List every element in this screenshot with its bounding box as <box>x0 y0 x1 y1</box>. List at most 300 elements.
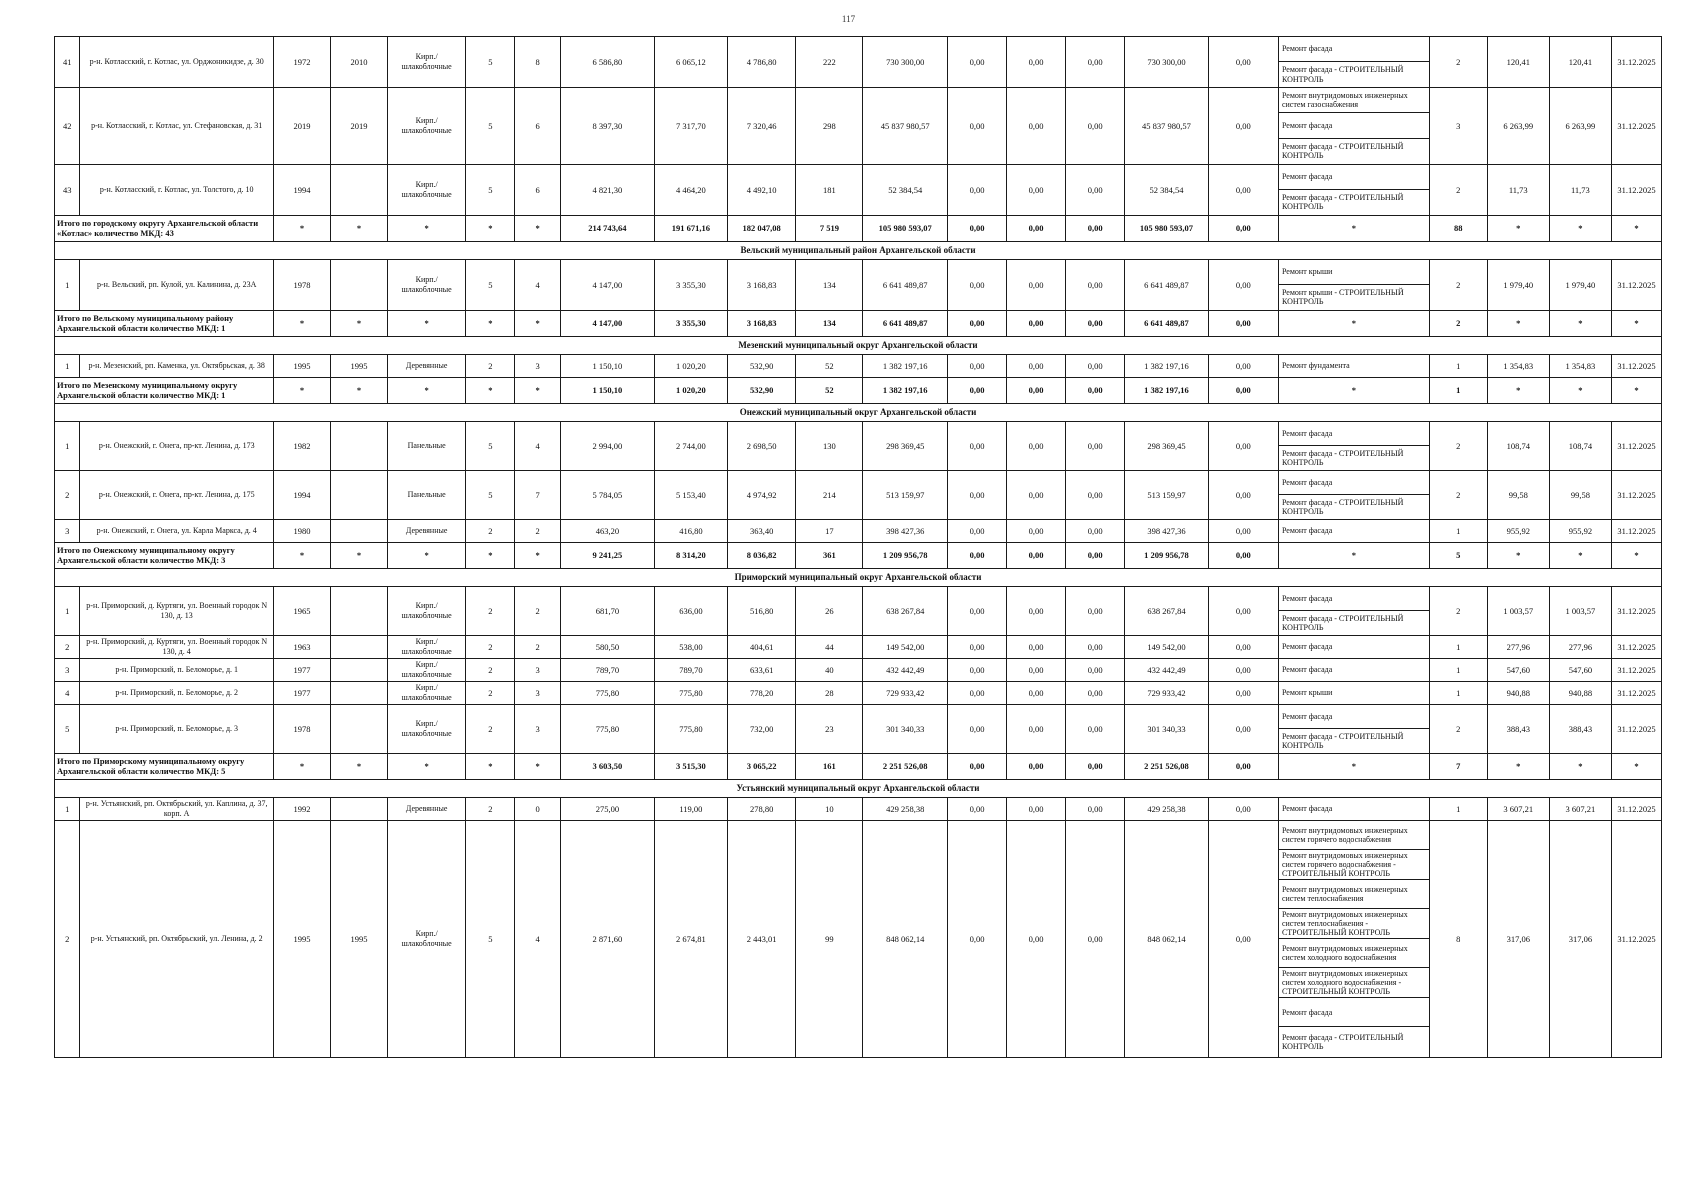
works-count: 2 <box>1429 164 1487 215</box>
completion-date: 31.12.2025 <box>1611 88 1661 165</box>
zero-amount: 0,00 <box>1208 215 1278 241</box>
area-a: 1 020,20 <box>654 377 727 403</box>
works-count: 2 <box>1429 310 1487 336</box>
work-item: Ремонт внутридомовых инженерных систем холодного водоснабжения - СТРОИТЕЛЬНЫЙ КОНТРОЛЬ <box>1279 968 1429 998</box>
row-number: 1 <box>55 259 80 310</box>
work-item: Ремонт внутридомовых инженерных систем газоснабжения <box>1279 88 1429 113</box>
zero-amount: 0,00 <box>1007 704 1066 753</box>
zero-amount: 0,00 <box>1066 542 1125 568</box>
address: р-н. Приморский, п. Беломорье, д. 2 <box>80 681 273 704</box>
fund-amount: 52 384,54 <box>1125 164 1209 215</box>
placeholder-star: * <box>515 377 561 403</box>
area-b: 2 698,50 <box>728 421 796 470</box>
placeholder-star: * <box>387 377 465 403</box>
placeholder-star: * <box>330 542 387 568</box>
fund-amount: 149 542,00 <box>1125 635 1209 658</box>
address: р-н. Котласский, г. Котлас, ул. Толстого, д. 10 <box>80 164 273 215</box>
year-overhaul <box>330 421 387 470</box>
fund-amount: 105 980 593,07 <box>1125 215 1209 241</box>
section-header-row <box>55 336 1662 354</box>
table-row <box>55 519 1662 542</box>
entrances: 3 <box>515 681 561 704</box>
area-a: 191 671,16 <box>654 215 727 241</box>
wall-material: Кирп./ шлакоблочные <box>387 658 465 681</box>
placeholder-star: * <box>1611 542 1661 568</box>
works-list <box>1278 470 1429 519</box>
zero-amount: 0,00 <box>1208 470 1278 519</box>
total-area: 4 147,00 <box>561 310 655 336</box>
placeholder-star: * <box>1487 310 1549 336</box>
residents: 10 <box>796 797 863 820</box>
entrances: 8 <box>515 37 561 88</box>
total-area: 6 586,80 <box>561 37 655 88</box>
total-area: 5 784,05 <box>561 470 655 519</box>
unit-cost: 277,96 <box>1487 635 1549 658</box>
section-header-row <box>55 568 1662 586</box>
work-item: Ремонт фундамента <box>1281 361 1350 371</box>
placeholder-star: * <box>1549 377 1611 403</box>
total-row <box>55 215 1662 241</box>
fund-amount: 6 641 489,87 <box>1125 259 1209 310</box>
total-cost: 432 442,49 <box>863 658 948 681</box>
area-a: 1 020,20 <box>654 354 727 377</box>
row-number: 2 <box>55 820 80 1057</box>
area-b: 182 047,08 <box>728 215 796 241</box>
zero-amount: 0,00 <box>1208 259 1278 310</box>
placeholder-star: * <box>330 310 387 336</box>
floors: 5 <box>466 820 515 1057</box>
works-count: 7 <box>1429 753 1487 779</box>
fund-amount: 429 258,38 <box>1125 797 1209 820</box>
zero-amount: 0,00 <box>1066 820 1125 1057</box>
entrances: 0 <box>515 797 561 820</box>
residents: 181 <box>796 164 863 215</box>
year-overhaul <box>330 519 387 542</box>
year-built: 1972 <box>273 37 330 88</box>
row-number: 1 <box>55 797 80 820</box>
zero-amount: 0,00 <box>1007 635 1066 658</box>
zero-amount: 0,00 <box>1007 421 1066 470</box>
zero-amount: 0,00 <box>1066 310 1125 336</box>
area-a: 775,80 <box>654 681 727 704</box>
zero-amount: 0,00 <box>1007 753 1066 779</box>
area-a: 416,80 <box>654 519 727 542</box>
work-item: Ремонт фасада <box>1279 37 1429 62</box>
works-count: 1 <box>1429 635 1487 658</box>
work-item: Ремонт фасада <box>1281 665 1333 675</box>
floors: 5 <box>466 470 515 519</box>
fund-amount: 6 641 489,87 <box>1125 310 1209 336</box>
total-cost: 398 427,36 <box>863 519 948 542</box>
zero-amount: 0,00 <box>1007 310 1066 336</box>
section-title: Онежский муниципальный округ Архангельской области <box>55 403 1662 421</box>
table-row <box>55 586 1662 635</box>
zero-amount: 0,00 <box>948 820 1007 1057</box>
placeholder-star: * <box>387 310 465 336</box>
zero-amount: 0,00 <box>948 88 1007 165</box>
section-title: Вельский муниципальный район Архангельской области <box>55 241 1662 259</box>
zero-amount: 0,00 <box>948 542 1007 568</box>
row-number: 2 <box>55 635 80 658</box>
total-area: 3 603,50 <box>561 753 655 779</box>
year-overhaul <box>330 586 387 635</box>
placeholder-star: * <box>1549 215 1611 241</box>
work-item: Ремонт фасада <box>1281 526 1333 536</box>
unit-cost: 1 979,40 <box>1487 259 1549 310</box>
unit-cost-limit: 99,58 <box>1549 470 1611 519</box>
entrances: 2 <box>515 586 561 635</box>
unit-cost: 940,88 <box>1487 681 1549 704</box>
total-cost: 301 340,33 <box>863 704 948 753</box>
year-overhaul: 1995 <box>330 354 387 377</box>
zero-amount: 0,00 <box>1066 215 1125 241</box>
total-area: 789,70 <box>561 658 655 681</box>
unit-cost-limit: 277,96 <box>1549 635 1611 658</box>
placeholder-star: * <box>1278 215 1429 241</box>
works-count: 1 <box>1429 681 1487 704</box>
year-built: 1994 <box>273 164 330 215</box>
total-area: 4 147,00 <box>561 259 655 310</box>
total-label: Итого по Онежскому муниципальному округу Архангельской области количество МКД: 3 <box>55 542 274 568</box>
zero-amount: 0,00 <box>1066 88 1125 165</box>
section-title: Устьянский муниципальный округ Архангельской области <box>55 779 1662 797</box>
total-cost: 6 641 489,87 <box>863 259 948 310</box>
zero-amount: 0,00 <box>1066 377 1125 403</box>
zero-amount: 0,00 <box>948 658 1007 681</box>
zero-amount: 0,00 <box>1208 753 1278 779</box>
zero-amount: 0,00 <box>948 704 1007 753</box>
page-number: 117 <box>841 14 856 24</box>
placeholder-star: * <box>387 753 465 779</box>
area-a: 3 355,30 <box>654 310 727 336</box>
placeholder-star: * <box>273 377 330 403</box>
residents: 44 <box>796 635 863 658</box>
residents: 134 <box>796 259 863 310</box>
works-count: 1 <box>1429 658 1487 681</box>
zero-amount: 0,00 <box>1208 354 1278 377</box>
area-a: 4 464,20 <box>654 164 727 215</box>
works-count: 1 <box>1429 797 1487 820</box>
row-number: 3 <box>55 519 80 542</box>
total-area: 681,70 <box>561 586 655 635</box>
unit-cost: 120,41 <box>1487 37 1549 88</box>
year-overhaul <box>330 681 387 704</box>
placeholder-star: * <box>466 310 515 336</box>
section-title: Мезенский муниципальный округ Архангельской области <box>55 336 1662 354</box>
fund-amount: 729 933,42 <box>1125 681 1209 704</box>
row-number: 5 <box>55 704 80 753</box>
year-built: 1977 <box>273 658 330 681</box>
table-row <box>55 704 1662 753</box>
zero-amount: 0,00 <box>948 519 1007 542</box>
area-b: 3 065,22 <box>728 753 796 779</box>
floors: 2 <box>466 658 515 681</box>
work-item: Ремонт крыши <box>1281 688 1333 698</box>
fund-amount: 298 369,45 <box>1125 421 1209 470</box>
zero-amount: 0,00 <box>948 586 1007 635</box>
address: р-н. Приморский, п. Беломорье, д. 3 <box>80 704 273 753</box>
works-count: 2 <box>1429 470 1487 519</box>
work-item: Ремонт внутридомовых инженерных систем теплоснабжения - СТРОИТЕЛЬНЫЙ КОНТРОЛЬ <box>1279 909 1429 939</box>
area-a: 119,00 <box>654 797 727 820</box>
total-area: 463,20 <box>561 519 655 542</box>
zero-amount: 0,00 <box>1066 635 1125 658</box>
total-area: 775,80 <box>561 681 655 704</box>
placeholder-star: * <box>1549 753 1611 779</box>
table-row <box>55 88 1662 165</box>
area-b: 3 168,83 <box>728 310 796 336</box>
floors: 5 <box>466 421 515 470</box>
work-item: Ремонт внутридомовых инженерных систем теплоснабжения <box>1279 880 1429 910</box>
total-area: 1 150,10 <box>561 354 655 377</box>
total-cost: 6 641 489,87 <box>863 310 948 336</box>
row-number: 4 <box>55 681 80 704</box>
zero-amount: 0,00 <box>948 753 1007 779</box>
work-item: Ремонт фасада <box>1279 998 1429 1028</box>
residents: 17 <box>796 519 863 542</box>
works-list <box>1278 519 1429 542</box>
zero-amount: 0,00 <box>1007 354 1066 377</box>
floors: 2 <box>466 586 515 635</box>
area-b: 4 492,10 <box>728 164 796 215</box>
address: р-н. Устьянский, рп. Октябрьский, ул. Каплина, д. 37, корп. А <box>80 797 273 820</box>
unit-cost-limit: 1 003,57 <box>1549 586 1611 635</box>
works-count: 1 <box>1429 354 1487 377</box>
fund-amount: 432 442,49 <box>1125 658 1209 681</box>
year-overhaul <box>330 259 387 310</box>
placeholder-star: * <box>1549 542 1611 568</box>
floors: 5 <box>466 259 515 310</box>
unit-cost: 99,58 <box>1487 470 1549 519</box>
unit-cost-limit: 388,43 <box>1549 704 1611 753</box>
fund-amount: 848 062,14 <box>1125 820 1209 1057</box>
zero-amount: 0,00 <box>1066 797 1125 820</box>
completion-date: 31.12.2025 <box>1611 259 1661 310</box>
zero-amount: 0,00 <box>1066 753 1125 779</box>
table-row <box>55 797 1662 820</box>
completion-date: 31.12.2025 <box>1611 37 1661 88</box>
zero-amount: 0,00 <box>1066 470 1125 519</box>
total-cost: 638 267,84 <box>863 586 948 635</box>
area-b: 633,61 <box>728 658 796 681</box>
zero-amount: 0,00 <box>1208 542 1278 568</box>
work-item: Ремонт фасада - СТРОИТЕЛЬНЫЙ КОНТРОЛЬ <box>1281 731 1404 750</box>
total-cost: 730 300,00 <box>863 37 948 88</box>
wall-material: Кирп./ шлакоблочные <box>387 681 465 704</box>
unit-cost: 1 354,83 <box>1487 354 1549 377</box>
residents: 52 <box>796 377 863 403</box>
completion-date: 31.12.2025 <box>1611 681 1661 704</box>
area-b: 778,20 <box>728 681 796 704</box>
residents: 298 <box>796 88 863 165</box>
table-row <box>55 820 1662 1057</box>
fund-amount: 2 251 526,08 <box>1125 753 1209 779</box>
total-area: 775,80 <box>561 704 655 753</box>
year-built: 1994 <box>273 470 330 519</box>
total-cost: 513 159,97 <box>863 470 948 519</box>
row-number: 2 <box>55 470 80 519</box>
works-list <box>1278 704 1429 753</box>
zero-amount: 0,00 <box>1208 519 1278 542</box>
fund-amount: 730 300,00 <box>1125 37 1209 88</box>
entrances: 2 <box>515 519 561 542</box>
unit-cost: 11,73 <box>1487 164 1549 215</box>
works-list <box>1278 820 1429 1057</box>
works-list <box>1278 586 1429 635</box>
fund-amount: 638 267,84 <box>1125 586 1209 635</box>
floors: 5 <box>466 88 515 165</box>
wall-material: Кирп./ шлакоблочные <box>387 820 465 1057</box>
works-list <box>1278 259 1429 310</box>
work-item: Ремонт крыши <box>1279 260 1429 285</box>
row-number: 3 <box>55 658 80 681</box>
area-a: 2 674,81 <box>654 820 727 1057</box>
area-b: 2 443,01 <box>728 820 796 1057</box>
total-cost: 1 382 197,16 <box>863 377 948 403</box>
fund-amount: 1 209 956,78 <box>1125 542 1209 568</box>
unit-cost-limit: 108,74 <box>1549 421 1611 470</box>
completion-date: 31.12.2025 <box>1611 658 1661 681</box>
completion-date: 31.12.2025 <box>1611 635 1661 658</box>
zero-amount: 0,00 <box>1066 37 1125 88</box>
total-cost: 105 980 593,07 <box>863 215 948 241</box>
total-area: 2 871,60 <box>561 820 655 1057</box>
total-label: Итого по Мезенскому муниципальному округу Архангельской области количество МКД: 1 <box>55 377 274 403</box>
works-count: 3 <box>1429 88 1487 165</box>
zero-amount: 0,00 <box>1208 586 1278 635</box>
work-item: Ремонт крыши - СТРОИТЕЛЬНЫЙ КОНТРОЛЬ <box>1281 288 1404 307</box>
entrances: 4 <box>515 259 561 310</box>
year-overhaul: 2019 <box>330 88 387 165</box>
year-overhaul <box>330 164 387 215</box>
zero-amount: 0,00 <box>1007 586 1066 635</box>
works-count: 2 <box>1429 259 1487 310</box>
zero-amount: 0,00 <box>948 354 1007 377</box>
placeholder-star: * <box>1611 377 1661 403</box>
unit-cost-limit: 11,73 <box>1549 164 1611 215</box>
total-cost: 1 209 956,78 <box>863 542 948 568</box>
area-a: 789,70 <box>654 658 727 681</box>
wall-material: Кирп./ шлакоблочные <box>387 586 465 635</box>
area-a: 538,00 <box>654 635 727 658</box>
works-count: 88 <box>1429 215 1487 241</box>
entrances: 3 <box>515 704 561 753</box>
year-built: 2019 <box>273 88 330 165</box>
placeholder-star: * <box>273 215 330 241</box>
table-row <box>55 421 1662 470</box>
unit-cost: 6 263,99 <box>1487 88 1549 165</box>
entrances: 6 <box>515 164 561 215</box>
placeholder-star: * <box>387 215 465 241</box>
total-cost: 2 251 526,08 <box>863 753 948 779</box>
area-a: 2 744,00 <box>654 421 727 470</box>
residents: 361 <box>796 542 863 568</box>
area-a: 775,80 <box>654 704 727 753</box>
works-list <box>1278 658 1429 681</box>
wall-material: Кирп./ шлакоблочные <box>387 259 465 310</box>
works-count: 2 <box>1429 37 1487 88</box>
year-built: 1965 <box>273 586 330 635</box>
floors: 2 <box>466 635 515 658</box>
fund-amount: 513 159,97 <box>1125 470 1209 519</box>
placeholder-star: * <box>1487 753 1549 779</box>
entrances: 7 <box>515 470 561 519</box>
area-a: 6 065,12 <box>654 37 727 88</box>
works-list <box>1278 635 1429 658</box>
placeholder-star: * <box>1611 215 1661 241</box>
year-built: 1978 <box>273 704 330 753</box>
completion-date: 31.12.2025 <box>1611 470 1661 519</box>
total-area: 580,50 <box>561 635 655 658</box>
area-b: 404,61 <box>728 635 796 658</box>
work-item: Ремонт фасада - СТРОИТЕЛЬНЫЙ КОНТРОЛЬ <box>1281 497 1404 516</box>
total-row <box>55 753 1662 779</box>
address: р-н. Устьянский, рп. Октябрьский, ул. Ленина, д. 2 <box>80 820 273 1057</box>
zero-amount: 0,00 <box>1007 377 1066 403</box>
section-header-row <box>55 241 1662 259</box>
zero-amount: 0,00 <box>1007 215 1066 241</box>
zero-amount: 0,00 <box>948 797 1007 820</box>
zero-amount: 0,00 <box>1007 820 1066 1057</box>
placeholder-star: * <box>1549 310 1611 336</box>
row-number: 41 <box>55 37 80 88</box>
total-row <box>55 542 1662 568</box>
fund-amount: 1 382 197,16 <box>1125 354 1209 377</box>
placeholder-star: * <box>273 310 330 336</box>
work-item: Ремонт фасада - СТРОИТЕЛЬНЫЙ КОНТРОЛЬ <box>1281 613 1404 632</box>
zero-amount: 0,00 <box>1066 259 1125 310</box>
unit-cost-limit: 317,06 <box>1549 820 1611 1057</box>
works-count: 1 <box>1429 519 1487 542</box>
address: р-н. Котласский, г. Котлас, ул. Орджоникидзе, д. 30 <box>80 37 273 88</box>
year-overhaul <box>330 635 387 658</box>
address: р-н. Вельский, рп. Кулой, ул. Калинина, д. 23А <box>80 259 273 310</box>
fund-amount: 1 382 197,16 <box>1125 377 1209 403</box>
unit-cost: 3 607,21 <box>1487 797 1549 820</box>
zero-amount: 0,00 <box>948 377 1007 403</box>
placeholder-star: * <box>1487 542 1549 568</box>
work-item: Ремонт фасада - СТРОИТЕЛЬНЫЙ КОНТРОЛЬ <box>1281 1033 1404 1052</box>
section-title: Приморский муниципальный округ Архангельской области <box>55 568 1662 586</box>
residents: 40 <box>796 658 863 681</box>
works-list <box>1278 797 1429 820</box>
zero-amount: 0,00 <box>948 164 1007 215</box>
work-item: Ремонт фасада <box>1281 642 1333 652</box>
residents: 52 <box>796 354 863 377</box>
works-list <box>1278 37 1429 88</box>
year-overhaul <box>330 797 387 820</box>
residents: 214 <box>796 470 863 519</box>
work-item: Ремонт фасада <box>1279 422 1429 446</box>
total-area: 9 241,25 <box>561 542 655 568</box>
area-a: 636,00 <box>654 586 727 635</box>
total-cost: 52 384,54 <box>863 164 948 215</box>
total-area: 2 994,00 <box>561 421 655 470</box>
total-row <box>55 310 1662 336</box>
placeholder-star: * <box>273 542 330 568</box>
area-a: 7 317,70 <box>654 88 727 165</box>
unit-cost: 1 003,57 <box>1487 586 1549 635</box>
zero-amount: 0,00 <box>948 421 1007 470</box>
floors: 2 <box>466 681 515 704</box>
floors: 2 <box>466 354 515 377</box>
total-cost: 729 933,42 <box>863 681 948 704</box>
placeholder-star: * <box>515 310 561 336</box>
row-number: 43 <box>55 164 80 215</box>
zero-amount: 0,00 <box>1066 421 1125 470</box>
entrances: 6 <box>515 88 561 165</box>
year-overhaul: 2010 <box>330 37 387 88</box>
